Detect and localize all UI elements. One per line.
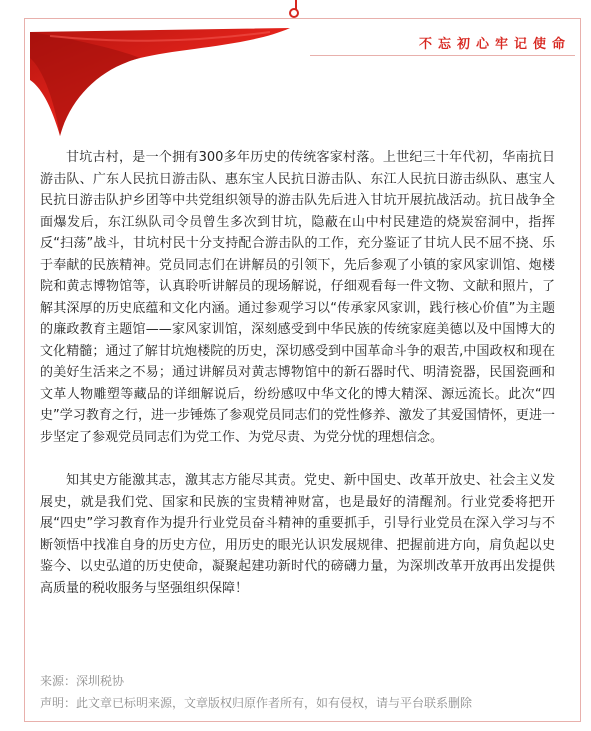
source-text: 来源：深圳税协 bbox=[40, 674, 125, 688]
pin-ring-icon bbox=[289, 8, 299, 18]
red-flag-ribbon-icon bbox=[30, 28, 310, 138]
paragraph-gap bbox=[40, 448, 555, 470]
motto-divider bbox=[310, 55, 575, 56]
article-body bbox=[40, 147, 555, 599]
copyright-notice: 声明：此文章已标明来源，文章版权归原作者所有，如有侵权，请与平台联系删除 bbox=[40, 696, 473, 710]
article-paragraph: 甘坑古村，是一个拥有300多年历史的传统客家村落。上世纪三十年代初，华南抗日游击队、广东人民抗日游击队、惠东宝人民抗日游击队、东江人民抗日游击纵队、惠宝人民抗日游击队护乡团等中共党组织领导的游击队先后进入甘坑开展抗战活动。抗日战争全面爆发后，东江纵队司令员曾生多次到甘坑，隐蔽在山中村民建造的烧炭窑洞中，指挥反“扫荡”战斗，甘坑村民十分支持配合游击队的工作，充分鉴证了甘坑人民不屈不挠、乐于奉献的民族精神。党员同志们在讲解员的引领下，先后参观了小镇的家风家训馆、炮楼院和黄志博物馆等，认真聆听讲解员的现场解说，仔细观看每一件文物、文献和照片，了解其深厚的历史底蕴和文化内涵。通过参观学习以“传承家风家训，践行核心价值”为主题的廉政教育主题馆——家风家训馆，深刻感受到中华民族的传统家庭美德以及中国博大的文化精髓；通过了解甘坑炮楼院的历史，深切感受到中国革命斗争的艰苦,中国政权和现在的美好生活来之不易；通过讲解员对黄志博物馆中的新石器时代、明清瓷器，民国瓷画和文革人物雕塑等藏品的详细解说后，纷纷感叹中华文化的博大精深、源远流长。此次“四史”学习教育之行，进一步锤炼了参观党员同志们的党性修养、激发了其爱国情怀，更进一步坚定了参观党员同志们为党工作、为党尽责、为党分忧的理想信念。 bbox=[40, 150, 555, 445]
motto-banner: 不忘初心牢记使命 bbox=[418, 37, 571, 52]
article-paragraph: 知其史方能激其志，激其志方能尽其责。党史、新中国史、改革开放史、社会主义发展史，就是我们党、国家和民族的宝贵精神财富，也是最好的清醒剂。行业党委将把开展“四史”学习教育作为提升行业党员奋斗精神的重要抓手，引导行业党员在深入学习与不断领悟中找准自身的历史方位，用历史的眼光认识发展规律、把握前进方向，肩负起以史鉴今、以史弘道的历史使命，凝聚起建功新时代的磅礴力量，为深圳改革开放再出发提供高质量的税收服务与坚强组织保障！ bbox=[40, 473, 555, 596]
